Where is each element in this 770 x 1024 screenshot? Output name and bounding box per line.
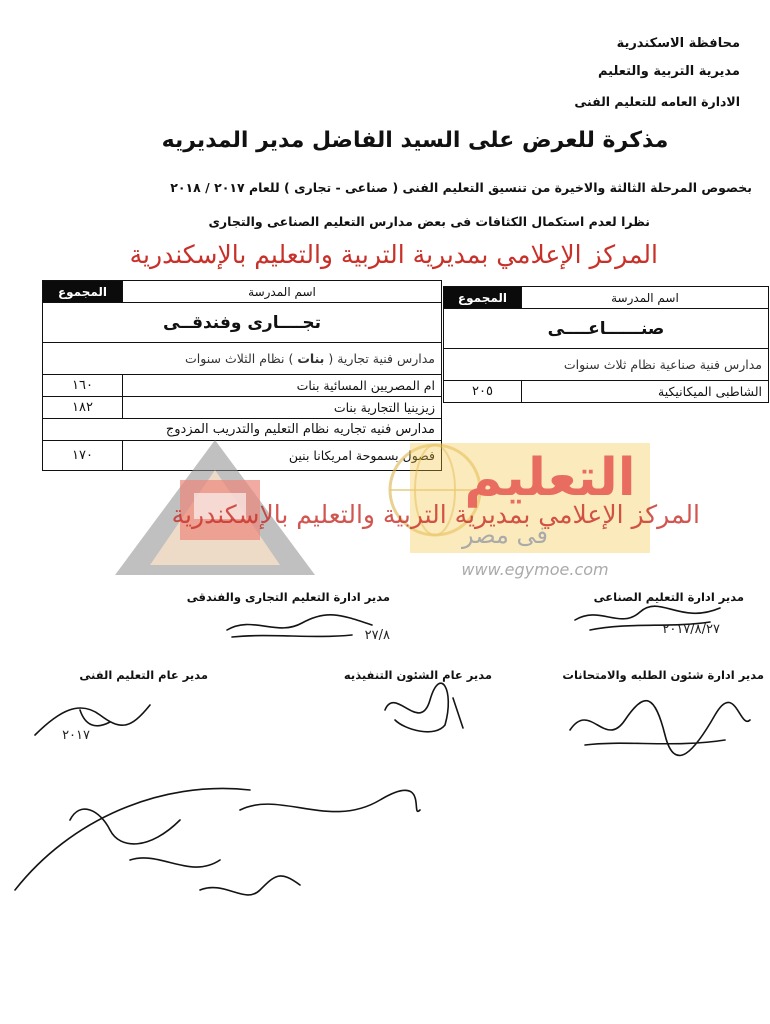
signature-title-commercial: مدير ادارة التعليم التجارى والفندقى: [186, 590, 390, 604]
school-total: ١٦٠: [43, 375, 123, 397]
column-header-total: المجموع: [444, 287, 522, 309]
signature-title-technical: مدير عام التعليم الفنى: [79, 668, 208, 682]
watermark-text-bottom: المركز الإعلامي بمديرية التربية والتعليم بالإسكندرية: [171, 500, 700, 529]
signature-students: [565, 690, 755, 760]
signature-technical: [30, 690, 160, 740]
school-total: ٢٠٥: [444, 381, 522, 403]
column-header-total: المجموع: [43, 281, 123, 303]
signature-date-industrial: ٢٠١٧/٨/٢٧: [662, 622, 720, 637]
school-name: ام المصريين المسائية بنات: [123, 375, 442, 397]
table-row: [43, 375, 442, 397]
signature-title-students: مدير ادارة شئون الطلبه والامتحانات: [562, 668, 764, 682]
school-total: ١٧٠: [43, 441, 123, 471]
category-note-girls: مدارس فنية تجارية ( بنات ) نظام الثلاث سنوات: [43, 343, 442, 375]
handwritten-approval-note: [10, 740, 430, 930]
school-name: فصول بسموحة امريكانا بنين: [123, 441, 442, 471]
signature-industrial: [570, 600, 730, 640]
memo-reason: نظرا لعدم استكمال الكثافات فى بعض مدارس التعليم الصناعى والتجارى: [208, 214, 650, 229]
governorate-line: محافظة الاسكندرية: [616, 36, 740, 51]
directorate-line: مديرية التربية والتعليم: [597, 64, 740, 79]
category-note-dual: مدارس فنيه تجاريه نظام التعليم والتدريب المزدوج: [43, 419, 442, 441]
school-name: الشاطبى الميكانيكية: [521, 381, 768, 403]
logo-url-text: www.egymoe.com: [461, 560, 609, 579]
signature-title-industrial: مدير ادارة التعليم الصناعى: [593, 590, 744, 604]
table-row: [43, 397, 442, 419]
category-note-industrial: مدارس فنية صناعية نظام ثلاث سنوات: [444, 349, 769, 381]
signature-date-commercial: ٢٧/٨: [364, 628, 390, 643]
signature-title-executive: مدير عام الشئون التنفيذيه: [343, 668, 492, 682]
logo-main-text: التعليم: [464, 448, 636, 508]
signature-date-technical: ٢٠١٧: [62, 728, 90, 743]
section-title-commercial: تجــــارى وفندقــى: [43, 303, 442, 343]
school-total: ١٨٢: [43, 397, 123, 419]
logo-sub-text: فى مصر: [461, 521, 549, 549]
industrial-schools-table: [443, 286, 769, 403]
column-header-school: اسم المدرسة: [521, 287, 768, 309]
section-title-industrial: صنــــــاعــــى: [444, 309, 769, 349]
column-header-school: اسم المدرسة: [123, 281, 442, 303]
memo-title: مذكرة للعرض على السيد الفاضل مدير المديريه: [161, 128, 669, 153]
signature-commercial: [222, 605, 382, 645]
administration-line: الادارة العامه للتعليم الفنى: [574, 94, 740, 109]
school-name: زيزينيا التجارية بنات: [123, 397, 442, 419]
signature-executive: [375, 680, 475, 740]
memo-subject: بخصوص المرحلة الثالثة والاخيرة من تنسيق التعليم الفنى ( صناعى - تجارى ) للعام ٢٠١٧ / ٢٠١٨: [170, 180, 752, 195]
table-row: [444, 381, 769, 403]
watermark-text-top: المركز الإعلامي بمديرية التربية والتعليم بالإسكندرية: [129, 240, 658, 269]
